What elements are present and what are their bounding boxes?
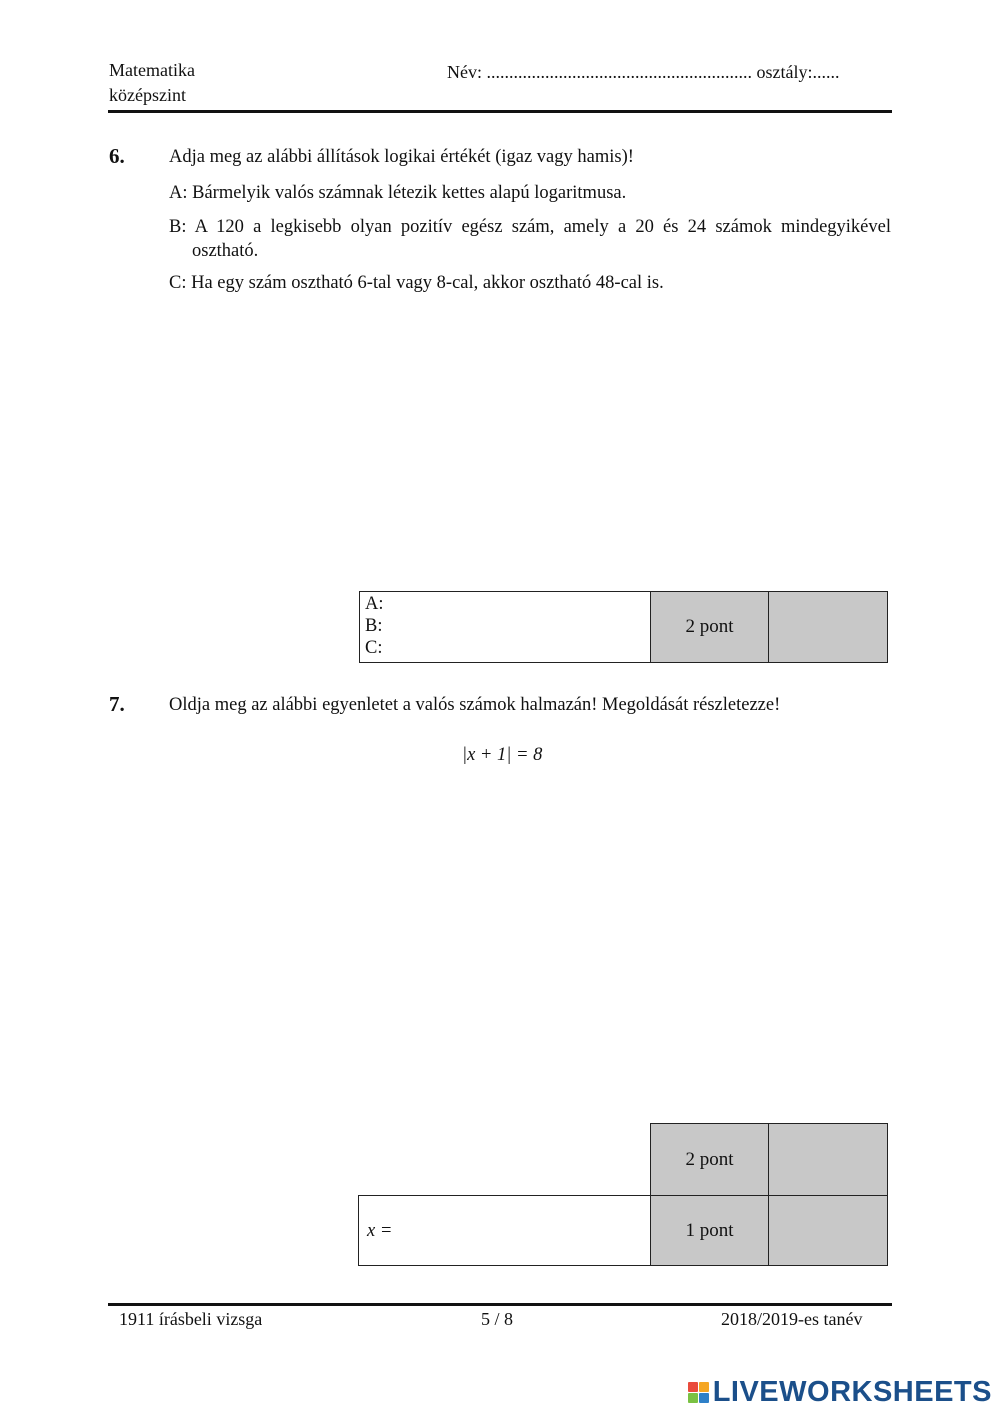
answer-x-label: x = <box>367 1221 393 1241</box>
q7-answer-box[interactable] <box>358 1195 651 1266</box>
q6-answer-box[interactable] <box>359 591 651 663</box>
logo-grid-icon <box>688 1382 709 1403</box>
q6-points-cell <box>650 591 769 663</box>
q7-work-points-cell <box>650 1123 769 1196</box>
q7-answer-points-cell <box>650 1195 769 1266</box>
q7-answer-score-cell <box>768 1195 888 1266</box>
statement-b-line2: osztható. <box>192 241 259 261</box>
logo-text: LIVEWORKSHEETS <box>712 1376 992 1408</box>
question-6-prompt: Adja meg az alábbi állítások logikai értékét (igaz vagy hamis)! <box>169 147 634 167</box>
header-subject: Matematika <box>109 60 195 80</box>
question-6-number: 6. <box>109 144 125 168</box>
footer-year: 2018/2019-es tanév <box>721 1309 863 1329</box>
statement-b-line1: B: A 120 a legkisebb olyan pozitív egész szám, amely a 20 és 24 számok mindegyikével <box>169 217 891 237</box>
liveworksheets-logo <box>688 1376 992 1409</box>
footer-page: 5 / 8 <box>481 1309 514 1329</box>
header-rule <box>108 110 892 113</box>
footer-rule <box>108 1303 892 1306</box>
question-7-prompt: Oldja meg az alábbi egyenletet a valós számok halmazán! Megoldását részletezze! <box>169 695 781 715</box>
answer-label-b: B: <box>365 616 383 636</box>
header-level: középszint <box>109 85 186 105</box>
q7-work-score-cell <box>768 1123 888 1196</box>
q6-score-cell <box>768 591 888 663</box>
answer-label-c: C: <box>365 638 383 658</box>
name-class-field[interactable]: Név: ........................................................... osztály:...... <box>447 62 840 82</box>
q7-work-points-label: 2 pont <box>685 1148 734 1170</box>
equation: |x + 1| = 8 <box>462 745 543 765</box>
question-7-number: 7. <box>109 692 125 716</box>
footer-exam: 1911 írásbeli vizsga <box>119 1309 263 1329</box>
statement-a: A: Bármelyik valós számnak létezik kettes alapú logaritmusa. <box>169 183 627 203</box>
q7-answer-points-label: 1 pont <box>685 1219 734 1241</box>
answer-label-a: A: <box>365 594 384 614</box>
q6-points-label: 2 pont <box>685 616 734 637</box>
statement-c: C: Ha egy szám osztható 6-tal vagy 8-cal, akkor osztható 48-cal is. <box>169 273 664 293</box>
